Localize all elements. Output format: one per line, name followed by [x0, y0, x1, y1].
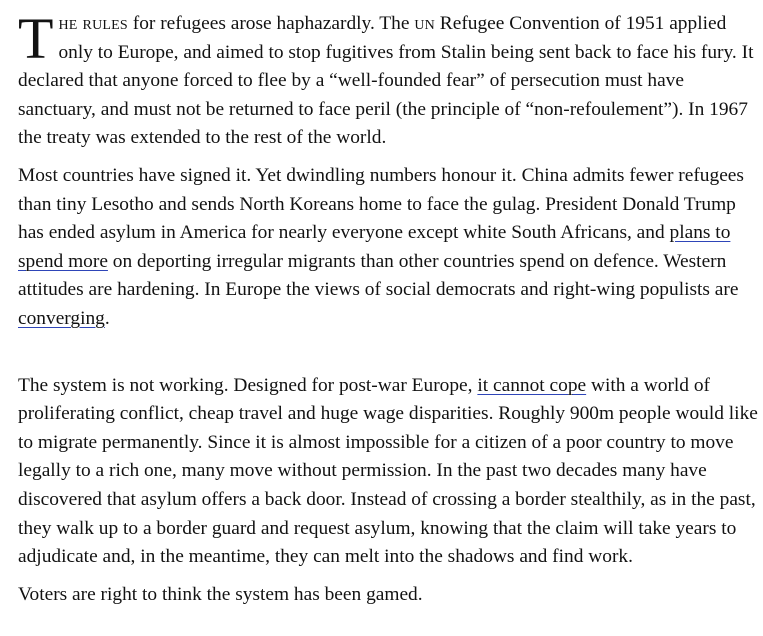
- paragraph-1-text-b: Refugee Convention of 1951 applied only to Europe, and aimed to stop fugitives from Stalin being sent back to face his fury. It declared that anyone forced to flee by a “well-founded fear” of persecution must have sanctuary, and must not be returned to face peril (the principle of “non-refoulement”). In 1967 the treaty was extended to the rest of the world.: [18, 13, 754, 149]
- link-plans-to-spend-more[interactable]: plans to spend more: [18, 222, 731, 272]
- paragraph-3-text-b: with a world of proliferating conflict, cheap travel and huge wage disparities. Roughly 900m people would like to migrate permanently. Since it is almost impossible for a citizen of a poor country to move legally to a rich one, many move without permission. In the past two decades many have discovered that asylum offers a back door. Instead of crossing a border stealthily, as in the past, they walk up to a border guard and request asylum, knowing that the claim will take years to adjudicate and, in the meantime, they can melt into the shadows and find work.: [18, 374, 758, 568]
- link-it-cannot-cope[interactable]: it cannot cope: [477, 374, 587, 396]
- article-body: [18, 6, 758, 609]
- lead-in-smallcaps: he rules: [58, 13, 128, 34]
- paragraph-1-text-a: for refugees arose haphazardly. The: [127, 13, 415, 34]
- drop-cap: T: [18, 6, 54, 71]
- paragraph-2: [18, 162, 758, 334]
- un-abbreviation: un: [414, 13, 435, 34]
- paragraph-3-text-a: The system is not working. Designed for post-war Europe,: [18, 374, 478, 396]
- paragraph-3: [18, 372, 758, 572]
- link-converging[interactable]: converging: [18, 307, 105, 329]
- paragraph-2-text-a: Most countries have signed it. Yet dwindling numbers honour it. China admits fewer refugees than tiny Lesotho and sends North Koreans home to face the gulag. President Donald Trump has ended asylum in America for nearly everyone except white South Africans, and: [18, 164, 744, 244]
- paragraph-4: Voters are right to think the system has been gamed.: [18, 583, 423, 605]
- paragraph-1: [18, 6, 758, 153]
- paragraph-2-text-b: on deporting irregular migrants than other countries spend on defence. Western attitudes are hardening. In Europe the views of social democrats and right-wing populists are: [18, 250, 739, 301]
- paragraph-2-text-c: .: [104, 307, 110, 329]
